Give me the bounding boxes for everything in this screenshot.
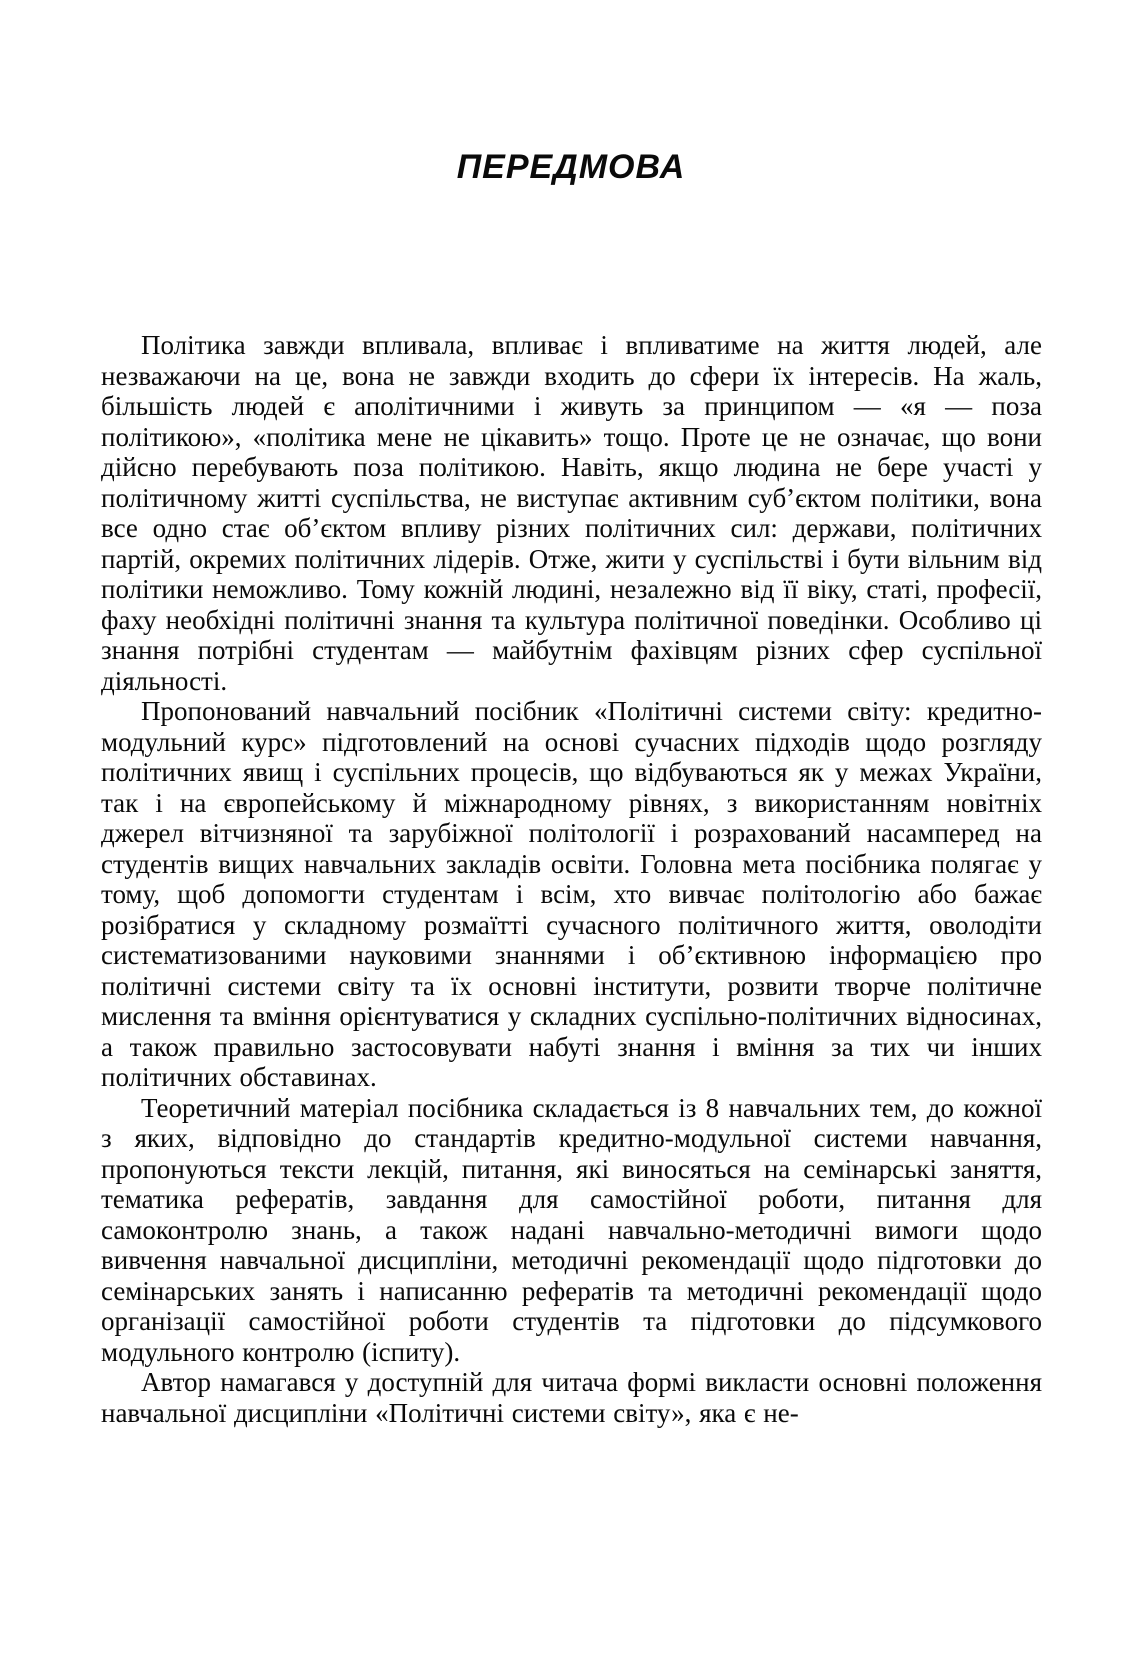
paragraph-author-intent: Автор намагався у доступній для читача формі викласти основні положення навчальної дисципліни «Політичні системи світу», яка є не- [101,1367,1042,1428]
paragraph-theoretical-material: Теоретичний матеріал посібника складається із 8 навчальних тем, до кожної з яких, відповідно до стандартів кредитно-модульної системи навчання, пропонуються тексти лекцій, питання, які виносяться на семінарські заняття, тематика рефератів, завдання для самостійної роботи, питання для самоконтролю знань, а також надані навчально-методичні вимоги щодо вивчення навчальної дисципліни, методичні рекомендації щодо підготовки до семінарських занять і написанню рефератів та методичні рекомендації щодо організації самостійної роботи студентів та підготовки до підсумкового модульного контролю (іспиту). [101,1092,1042,1367]
document-body [101,330,1042,1428]
paragraph-textbook-purpose: Пропонований навчальний посібник «Політичні системи світу: кредитно-модульний курс» підготовлений на основі сучасних підходів щодо розгляду політичних явищ і суспільних процесів, що відбуваються як у межах України, так і на європейському й міжнародному рівнях, з використанням новітніх джерел вітчизняної та зарубіжної політології і розрахований насамперед на студентів вищих навчальних закладів освіти. Головна мета посібника полягає у тому, щоб допомогти студентам і всім, хто вивчає політологію або бажає розібратися у складному розмаїтті сучасного політичного життя, оволодіти систематизованими науковими знаннями і об’єктивною інформацією про політичні системи світу та їх основні інститути, розвити творче політичне мислення та вміння орієнтуватися у складних суспільно-політичних відносинах, а також правильно застосовувати набуті знання і вміння за тих чи інших політичних обставинах. [101,696,1042,1092]
paragraph-politics-influence: Політика завжди впливала, впливає і впливатиме на життя людей, але незважаючи на це, вона не завжди входить до сфери їх інтересів. На жаль, більшість людей є аполітичними і живуть за принципом — «я — поза політикою», «політика мене не цікавить» тощо. Проте це не означає, що вони дійсно перебувають поза політикою. Навіть, якщо людина не бере участі у політичному житті суспільства, не виступає активним суб’єктом політики, вона все одно стає об’єктом впливу різних політичних сил: держави, політичних партій, окремих політичних лідерів. Отже, жити у суспільстві і бути вільним від політики неможливо. Тому кожній людині, незалежно від її віку, статі, професії, фаху необхідні політичні знання та культура політичної поведінки. Особливо ці знання потрібні студентам — майбутнім фахівцям різних сфер суспільної діяльності. [101,330,1042,696]
page-title: ПЕРЕДМОВА [456,148,686,186]
